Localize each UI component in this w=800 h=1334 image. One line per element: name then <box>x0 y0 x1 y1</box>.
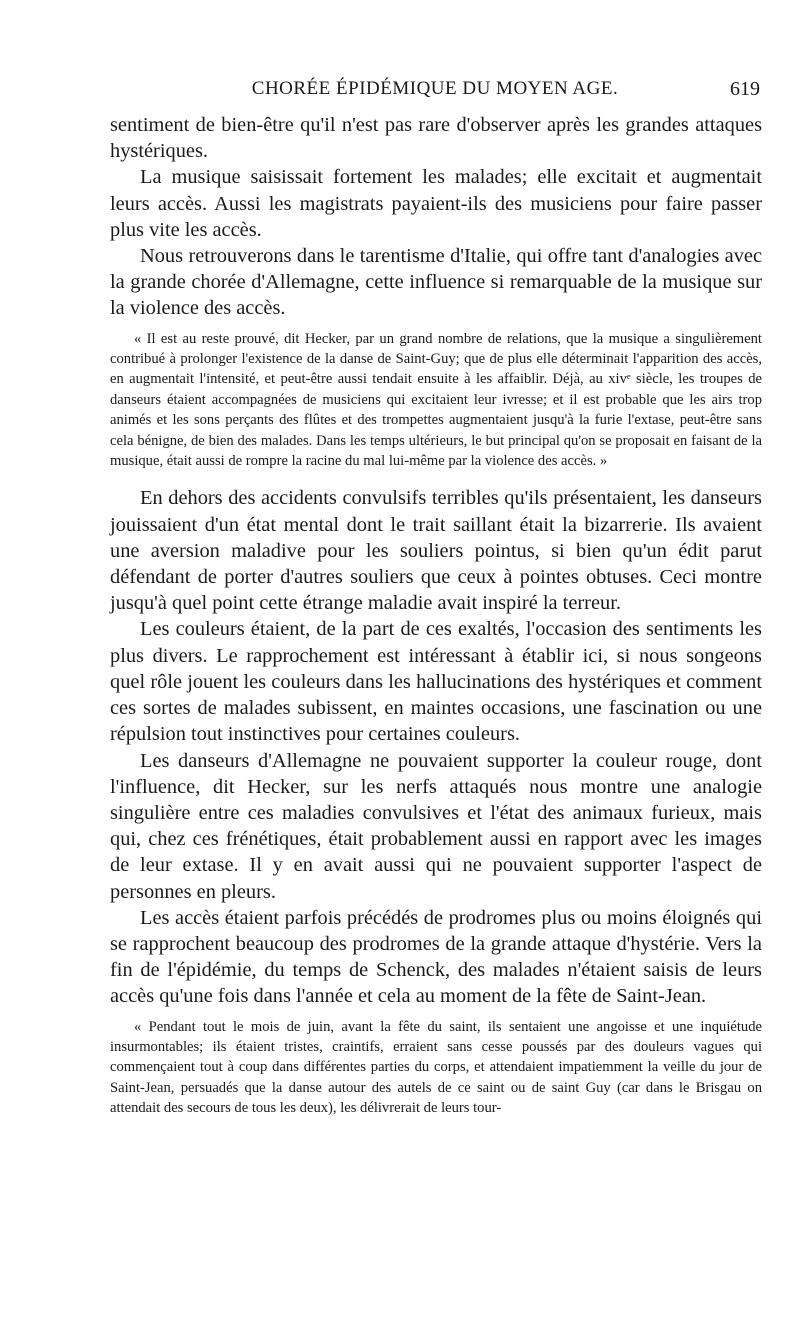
paragraph-tarentism: Nous retrouverons dans le tarentisme d'Italie, qui offre tant d'analogies avec la grande chorée d'Allemagne, cette influence si remarquable de la musique sur la violence des accès. <box>110 245 762 320</box>
paragraph-prodromes: Les accès étaient parfois précédés de prodromes plus ou moins éloignés qui se rapprochent beaucoup des prodromes de la grande attaque d'hystérie. Vers la fin de l'épidémie, du temps de Schenck, des malades n'étaient saisis de leurs accès qu'une fois dans l'année et cela au moment de la fête de Saint-Jean. <box>110 906 762 1008</box>
paragraph-red-color: Les danseurs d'Allemagne ne pouvaient supporter la couleur rouge, dont l'influence, dit Hecker, sur les nerfs attaqués nous montre une analogie singulière entre ces maladies convulsives et l'état des animaux furieux, mais qui, chez ces frénétiques, était probablement aussi en rapport avec les images de leur extase. Il y en avait aussi qui ne pouvaient supporter l'aspect de personnes en pleurs. <box>110 749 762 903</box>
paragraph-continuation: sentiment de bien-être qu'il n'est pas rare d'observer après les grandes attaques hystériques. <box>110 114 762 163</box>
body-text <box>110 112 762 1119</box>
paragraph-colors: Les couleurs étaient, de la part de ces exaltés, l'occasion des sentiments les plus divers. Le rapprochement est intéressant à établir ici, si nous songeons quel rôle jouent les couleurs dans les hallucinations des hystériques et comment ces sortes de malades subissent, en maintes occasions, une fascination ou une répulsion tout instinctives pour certaines couleurs. <box>110 618 762 746</box>
running-title: CHORÉE ÉPIDÉMIQUE DU MOYEN AGE. <box>251 78 619 99</box>
page-header <box>110 78 760 108</box>
quote-saint-jean: « Pendant tout le mois de juin, avant la fête du saint, ils sentaient une angoisse et une inquiétude insurmontables; ils étaient tristes, craintifs, erraient sans cesse poussés par des douleurs vagues qui commençaient tout à coup dans différentes parties du corps, et attendaient impatiemment la veille du jour de Saint-Jean, persuadés que la danse autour des autels de ce saint ou de saint Guy (car dans le Brisgau on attendait des secours de tous les deux), les délivrerait de leurs tour- <box>110 1018 762 1117</box>
paragraph-music: La musique saisissait fortement les malades; elle excitait et augmentait leurs accès. Aussi les magistrats payaient-ils des musiciens pour faire passer plus vite les accès. <box>110 166 762 241</box>
paragraph-mental-state: En dehors des accidents convulsifs terribles qu'ils présentaient, les danseurs jouissaient d'un état mental dont le trait saillant était la bizarrerie. Ils avaient une aversion maladive pour les souliers pointus, si bien qu'un édit parut défendant de porter d'autres souliers que ceux à pointes obtuses. Ceci montre jusqu'à quel point cette étrange maladie avait inspiré la terreur. <box>110 487 762 615</box>
quote-hecker-music: « Il est au reste prouvé, dit Hecker, par un grand nombre de relations, que la musique a singulièrement contribué à prolonger l'existence de la danse de Saint-Guy; que de plus elle déterminait l'apparition des accès, en augmentait l'intensité, et peut-être aussi tendait ensuite à les affaiblir. Déjà, au xivᵉ siècle, les troupes de danseurs étaient accompagnées de musiciens qui excitaient leur ivresse; et il est probable que les airs trop animés et les sons perçants des flûtes et des trompettes augmentaient jusqu'à la furie l'extase, peut-être sans cela bénigne, de bien des malades. Dans les temps ultérieurs, le but principal qu'on se proposait en faisant de la musique, était aussi de rompre la racine du mal lui-même par la violence des accès. » <box>110 330 762 470</box>
page-number: 619 <box>730 78 760 100</box>
